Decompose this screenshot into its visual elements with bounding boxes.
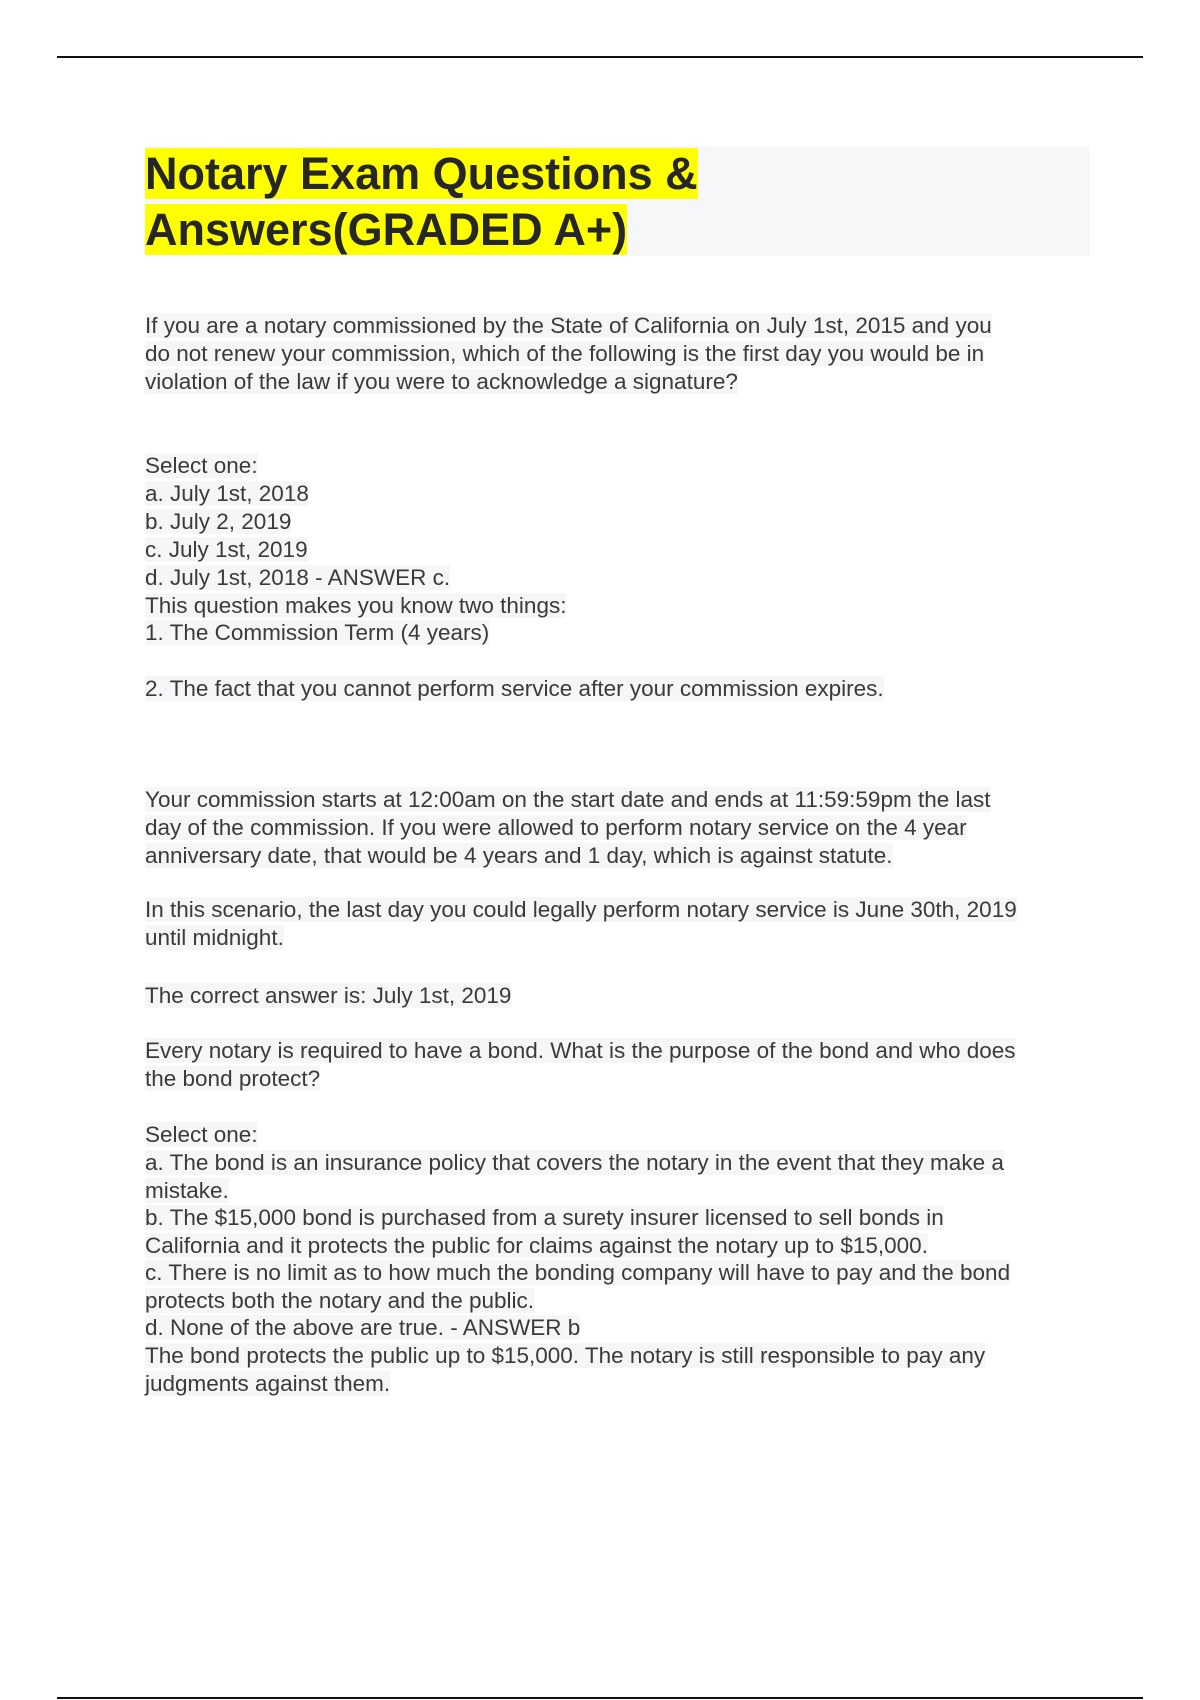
question-2-text: Every notary is required to have a bond. What is the purpose of the bond and who does the bond protect? xyxy=(145,1038,1016,1091)
question-1-correct-answer: The correct answer is: July 1st, 2019 xyxy=(145,983,512,1008)
bottom-rule xyxy=(57,1697,1143,1699)
question-2-option-a: a. The bond is an insurance policy that covers the notary in the event that they make a mistake. xyxy=(145,1150,1004,1203)
document-title xyxy=(145,146,698,258)
question-1-know-intro: This question makes you know two things: xyxy=(145,593,567,618)
question-2-select-label: Select one: xyxy=(145,1122,258,1147)
question-2-option-d: d. None of the above are true. - ANSWER b xyxy=(145,1315,581,1340)
question-1-explanation-2: In this scenario, the last day you could legally perform notary service is June 30th, 2019 until midnight. xyxy=(145,897,1017,950)
question-1-explanation-1: Your commission starts at 12:00am on the start date and ends at 11:59:59pm the last day of the commission. If you were allowed to perform notary service on the 4 year anniversary date, that would be 4 years and 1 day, which is against statute. xyxy=(145,787,991,868)
question-1-option-a: a. July 1st, 2018 xyxy=(145,481,309,506)
title-line-1: Notary Exam Questions & xyxy=(145,148,698,199)
question-2-option-c: c. There is no limit as to how much the bonding company will have to pay and the bond protects both the notary and the public. xyxy=(145,1260,1011,1313)
question-1-select-label: Select one: xyxy=(145,453,258,478)
question-1-text: If you are a notary commissioned by the State of California on July 1st, 2015 and you do not renew your commission, which of the following is the first day you would be in violation of the law if you were to acknowledge a signature? xyxy=(145,313,992,394)
title-line-2: Answers(GRADED A+) xyxy=(145,204,628,255)
question-2-explanation: The bond protects the public up to $15,000. The notary is still responsible to pay any judgments against them. xyxy=(145,1343,986,1396)
question-1-option-c: c. July 1st, 2019 xyxy=(145,537,308,562)
question-1-know-1: 1. The Commission Term (4 years) xyxy=(145,620,490,645)
question-1-option-b: b. July 2, 2019 xyxy=(145,509,292,534)
top-rule xyxy=(57,56,1143,58)
question-2-option-b: b. The $15,000 bond is purchased from a surety insurer licensed to sell bonds in California and it protects the public for claims against the notary up to $15,000. xyxy=(145,1205,944,1258)
question-1-know-2: 2. The fact that you cannot perform service after your commission expires. xyxy=(145,676,884,701)
question-1-option-d: d. July 1st, 2018 - ANSWER c. xyxy=(145,565,451,590)
